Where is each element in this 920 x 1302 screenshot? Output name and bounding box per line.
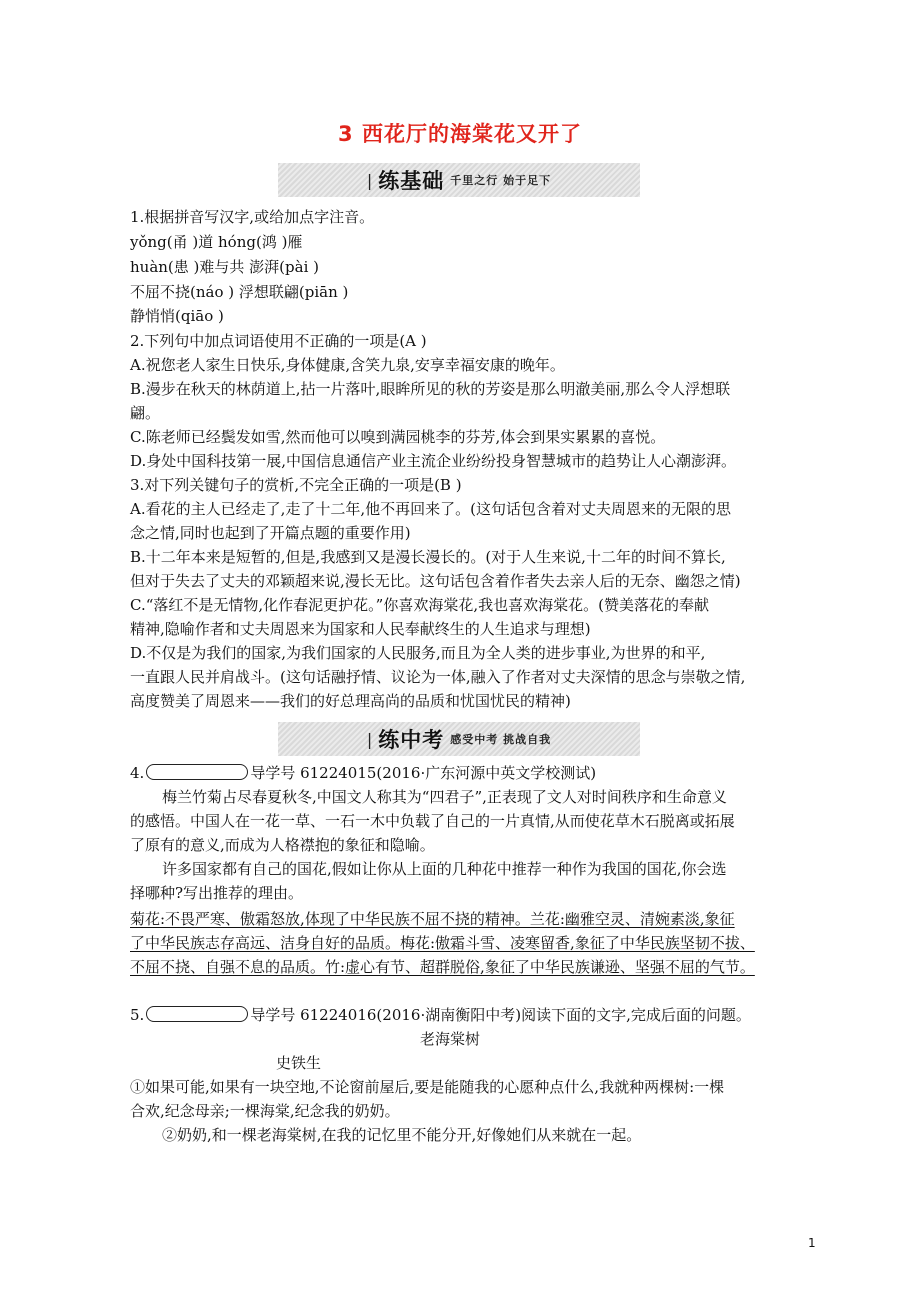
- banner-slogan: 感受中考 挑战自我: [450, 733, 552, 746]
- q1-line1: yǒng(甬 )道 hóng(鸿 )雁: [130, 233, 303, 251]
- q4-passage-cont: 的感悟。中国人在一花一草、一石一木中负载了自己的一片真情,从而使花草木石脱离或拓展: [130, 812, 735, 830]
- article-title: 老海棠树: [420, 1030, 481, 1048]
- q3-option-d-cont: 一直跟人民并肩战斗。(这句话融抒情、议论为一体,融入了作者对丈夫深情的思念与崇敬之情,: [130, 668, 746, 686]
- q1-line3: 不屈不挠(náo ) 浮想联翩(piān ): [130, 283, 349, 301]
- q2-option-c: C.陈老师已经鬓发如雪,然而他可以嗅到满园桃李的芬芳,体会到果实累累的喜悦。: [130, 428, 666, 446]
- q2-option-d: D.身处中国科技第一展,中国信息通信产业主流企业纷纷投身智慧城市的趋势让人心潮澎湃。: [130, 452, 737, 470]
- q3-option-c: C.“落红不是无情物,化作春泥更护花。”你喜欢海棠花,我也喜欢海棠花。(赞美落花的奉献: [130, 596, 709, 614]
- q4-answer-line3: 不屈不挠、自强不息的品质。竹:虚心有节、超群脱俗,象征了中华民族谦逊、坚强不屈的气节。: [130, 958, 755, 976]
- q3-option-d: D.不仅是为我们的国家,为我们国家的人民服务,而且为全人类的进步事业,为世界的和平,: [130, 644, 706, 662]
- q4-passage: 梅兰竹菊占尽春夏秋冬,中国文人称其为“四君子”,正表现了文人对时间秩序和生命意义: [162, 788, 727, 806]
- q4-header: [130, 762, 596, 784]
- page-number: 1: [808, 1236, 816, 1250]
- banner-heading: 练中考: [378, 728, 445, 752]
- article-paragraph2: ②奶奶,和一棵老海棠树,在我的记忆里不能分开,好像她们从来就在一起。: [162, 1126, 642, 1144]
- page-title: 3 西花厅的海棠花又开了: [338, 122, 582, 146]
- q3-stem: 3.对下列关键句子的赏析,不完全正确的一项是(B ): [130, 476, 462, 494]
- q4-number: 4.: [130, 764, 145, 782]
- q5-number: 5.: [130, 1006, 145, 1024]
- q1-line4: 静悄悄(qiāo ): [130, 307, 224, 325]
- q2-option-b: B.漫步在秋天的林荫道上,拈一片落叶,眼眸所见的秋的芳姿是那么明澈美丽,那么令人浮想联: [130, 380, 731, 398]
- q4-question: 许多国家都有自己的国花,假如让你从上面的几种花中推荐一种作为我国的国花,你会选: [162, 860, 727, 878]
- q4-answer-line1: 菊花:不畏严寒、傲霜怒放,体现了中华民族不屈不挠的精神。兰花:幽雅空灵、清婉素淡,象征: [130, 910, 735, 928]
- q3-option-b-cont: 但对于失去了丈夫的邓颖超来说,漫长无比。这句话包含着作者失去亲人后的无奈、幽怨之情): [130, 572, 741, 590]
- q1-line2: huàn(患 )难与共 澎湃(pài ): [130, 258, 319, 276]
- article-paragraph1-cont: 合欢,纪念母亲;一棵海棠,纪念我的奶奶。: [130, 1102, 400, 1120]
- q3-option-a: A.看花的主人已经走了,走了十二年,他不再回来了。(这句话包含着对丈夫周恩来的无限的思: [130, 500, 731, 518]
- q4-question-cont: 择哪种?写出推荐的理由。: [130, 884, 304, 902]
- q3-option-a-cont: 念之情,同时也起到了开篇点题的重要作用): [130, 524, 411, 542]
- q4-passage-cont2: 了原有的意义,而成为人格襟抱的象征和隐喻。: [130, 836, 435, 854]
- q3-option-d-cont2: 高度赞美了周恩来——我们的好总理高尚的品质和忧国忧民的精神): [130, 692, 571, 710]
- section-banner-exam: [278, 722, 640, 756]
- q2-option-a: A.祝您老人家生日快乐,身体健康,含笑九泉,安享幸福安康的晚年。: [130, 356, 565, 374]
- q5-header: [130, 1004, 751, 1026]
- q2-option-b-cont: 翩。: [130, 404, 161, 422]
- answer-box: [146, 1006, 248, 1022]
- article-author: 史铁生: [276, 1054, 322, 1072]
- banner-bar: |: [366, 729, 373, 749]
- q5-reference: 导学号 61224016(2016·湖南衡阳中考)阅读下面的文字,完成后面的问题。: [250, 1006, 751, 1024]
- q1-stem: 1.根据拼音写汉字,或给加点字注音。: [130, 208, 375, 226]
- q3-option-b: B.十二年本来是短暂的,但是,我感到又是漫长漫长的。(对于人生来说,十二年的时间不算长,: [130, 548, 726, 566]
- banner-bar: |: [366, 170, 373, 190]
- section-banner-basics: [278, 163, 640, 197]
- q2-stem: 2.下列句中加点词语使用不正确的一项是(A ): [130, 332, 427, 350]
- q3-option-c-cont: 精神,隐喻作者和丈夫周恩来为国家和人民奉献终生的人生追求与理想): [130, 620, 591, 638]
- banner-heading: 练基础: [378, 169, 445, 193]
- q4-answer-line2: 了中华民族志存高远、洁身自好的品质。梅花:傲霜斗雪、凌寒留香,象征了中华民族坚韧不拔、: [130, 934, 755, 952]
- q4-reference: 导学号 61224015(2016·广东河源中英文学校测试): [250, 764, 597, 782]
- answer-box: [146, 764, 248, 780]
- banner-slogan: 千里之行 始于足下: [450, 174, 552, 187]
- article-paragraph1: ①如果可能,如果有一块空地,不论窗前屋后,要是能随我的心愿种点什么,我就种两棵树:一棵: [130, 1078, 725, 1096]
